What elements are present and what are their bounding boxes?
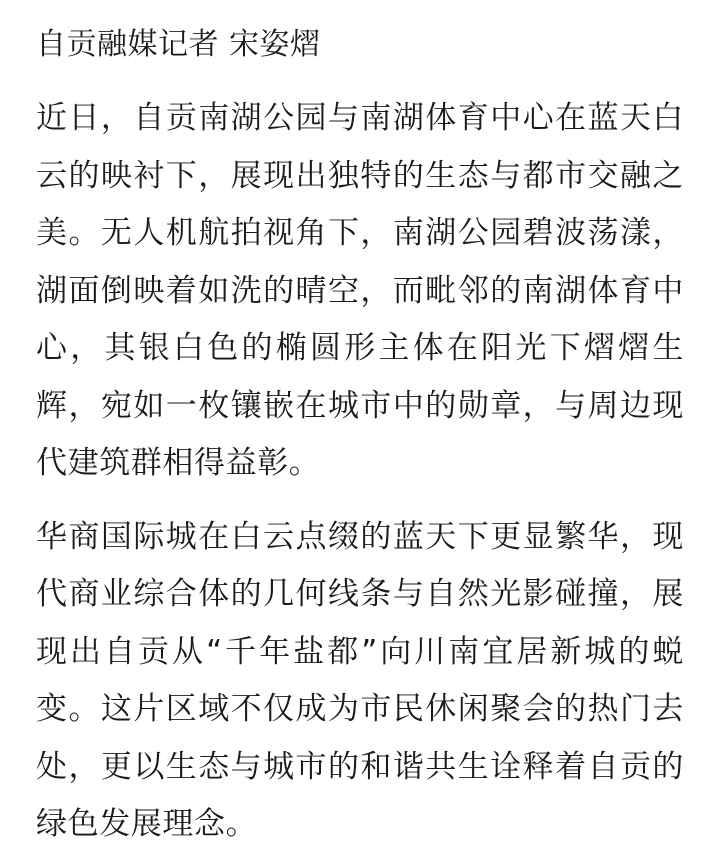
article-paragraph-2: 华商国际城在白云点缀的蓝天下更显繁华，现代商业综合体的几何线条与自然光影碰撞，展现出自贡从“千年盐都”向川南宜居新城的蜕变。这片区域不仅成为市民休闲聚会的热门去处，更以生态与城市的和谐共生诠释着自贡的绿色发展理念。 bbox=[36, 518, 684, 842]
article-byline: 自贡融媒记者 宋姿熠 bbox=[36, 27, 321, 62]
article-paragraph-1: 近日，自贡南湖公园与南湖体育中心在蓝天白云的映衬下，展现出独特的生态与都市交融之美。无人机航拍视角下，南湖公园碧波荡漾，湖面倒映着如洗的晴空，而毗邻的南湖体育中心，其银白色的椭圆形主体在阳光下熠熠生辉，宛如一枚镶嵌在城市中的勋章，与周边现代建筑群相得益彰。 bbox=[36, 100, 684, 481]
